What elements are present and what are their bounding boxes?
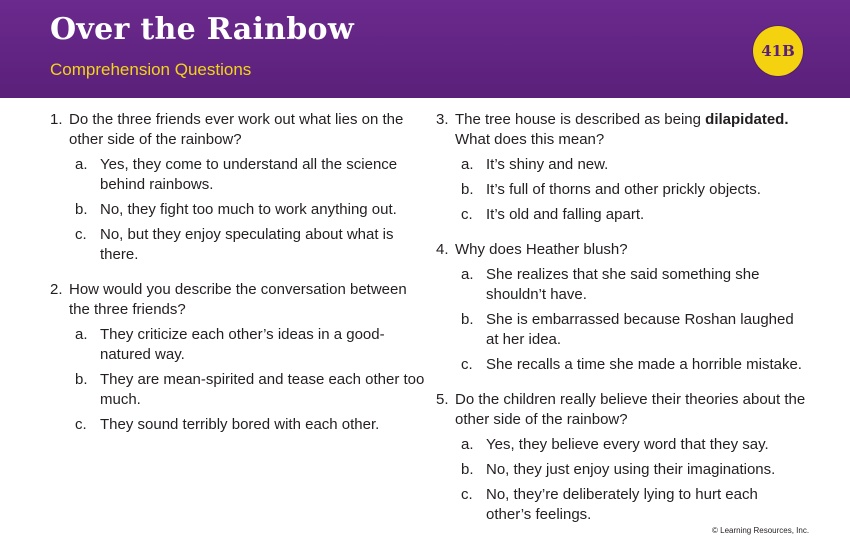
option-b <box>461 460 806 480</box>
option-letter: a. <box>75 156 88 173</box>
question-2 <box>50 280 425 435</box>
option-text: They are mean-spirited and tease each other too much. <box>100 371 425 408</box>
question-3 <box>436 110 806 225</box>
option-text: It’s full of thorns and other prickly objects. <box>486 181 761 198</box>
option-letter: c. <box>461 206 473 223</box>
option-text: No, they just enjoy using their imaginations. <box>486 461 776 478</box>
option-text: Yes, they believe every word that they say. <box>486 436 769 453</box>
option-c <box>75 225 425 265</box>
option-letter: c. <box>75 226 87 243</box>
header-banner <box>0 0 850 98</box>
card-subtitle: Comprehension Questions <box>50 60 252 79</box>
option-text: They sound terribly bored with each other. <box>100 416 380 433</box>
question-number: 1. <box>50 111 63 128</box>
option-letter: a. <box>75 326 88 343</box>
option-text: It’s shiny and new. <box>486 156 609 173</box>
options-list <box>69 155 425 265</box>
question-1 <box>50 110 425 265</box>
card-number-badge: 41B <box>753 26 803 76</box>
option-c <box>461 485 806 525</box>
question-text-start: The tree house is described as being <box>455 111 706 128</box>
option-a <box>461 435 806 455</box>
option-text: She is embarrassed because Roshan laughed at her idea. <box>486 311 794 348</box>
question-text <box>455 110 806 150</box>
option-letter: a. <box>461 436 474 453</box>
option-c <box>461 355 806 375</box>
option-letter: c. <box>461 486 473 503</box>
option-letter: b. <box>461 311 474 328</box>
question-number: 4. <box>436 241 449 258</box>
option-text: No, but they enjoy speculating about what is there. <box>100 226 394 263</box>
question-text-end: What does this mean? <box>455 131 605 148</box>
options-list <box>455 265 806 375</box>
option-b <box>461 310 806 350</box>
option-text: Yes, they come to understand all the science behind rainbows. <box>100 156 398 193</box>
question-text: Do the three friends ever work out what lies on the other side of the rainbow? <box>69 111 404 148</box>
question-number: 2. <box>50 281 63 298</box>
options-list <box>455 435 806 525</box>
left-column <box>50 110 425 450</box>
question-text: Why does Heather blush? <box>455 241 628 258</box>
option-b <box>75 370 425 410</box>
card-title: Over the Rainbow <box>50 12 354 47</box>
copyright-notice: © Learning Resources, Inc. <box>712 526 810 535</box>
option-letter: a. <box>461 266 474 283</box>
option-a <box>75 155 425 195</box>
question-4 <box>436 240 806 375</box>
options-list <box>455 155 806 225</box>
option-text: No, they’re deliberately lying to hurt each other’s feelings. <box>486 486 758 523</box>
option-a <box>75 325 425 365</box>
question-number: 5. <box>436 391 449 408</box>
option-letter: b. <box>461 181 474 198</box>
option-b <box>75 200 425 220</box>
vocabulary-word: dilapidated. <box>705 111 789 128</box>
option-text: She recalls a time she made a horrible mistake. <box>486 356 802 373</box>
option-letter: b. <box>461 461 474 478</box>
option-letter: c. <box>75 416 87 433</box>
question-number: 3. <box>436 111 449 128</box>
option-text: She realizes that she said something she shouldn’t have. <box>486 266 760 303</box>
option-text: No, they fight too much to work anything out. <box>100 201 397 218</box>
question-5 <box>436 390 806 525</box>
option-b <box>461 180 806 200</box>
option-letter: c. <box>461 356 473 373</box>
option-text: It’s old and falling apart. <box>486 206 645 223</box>
right-column <box>436 110 806 540</box>
option-a <box>461 265 806 305</box>
option-c <box>461 205 806 225</box>
option-a <box>461 155 806 175</box>
question-text: How would you describe the conversation between the three friends? <box>69 281 407 318</box>
option-letter: a. <box>461 156 474 173</box>
option-letter: b. <box>75 371 88 388</box>
option-c <box>75 415 425 435</box>
option-letter: b. <box>75 201 88 218</box>
option-text: They criticize each other’s ideas in a good-natured way. <box>100 326 385 363</box>
options-list <box>69 325 425 435</box>
question-text: Do the children really believe their theories about the other side of the rainbow? <box>455 391 806 428</box>
